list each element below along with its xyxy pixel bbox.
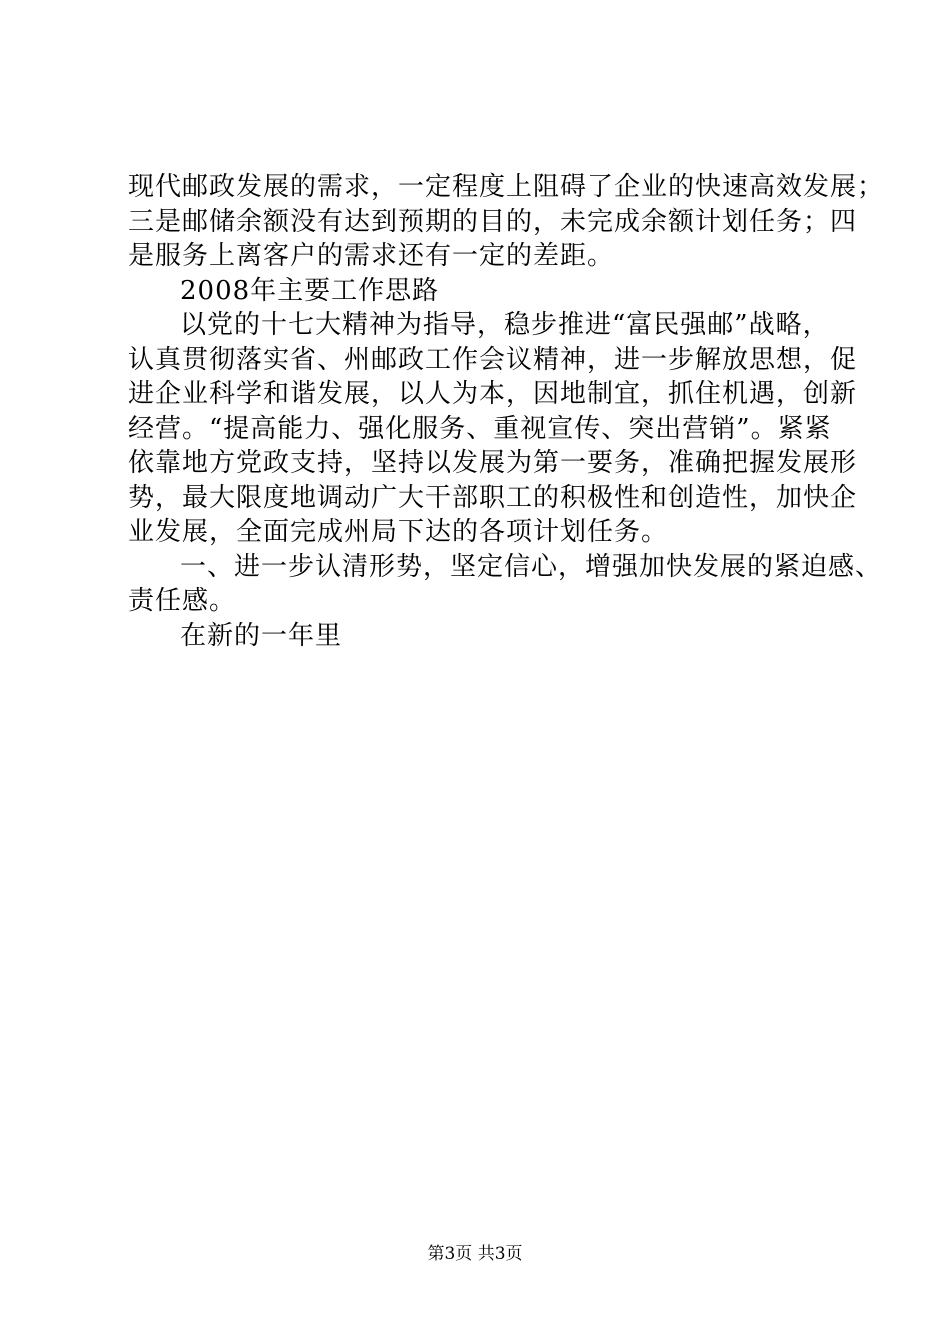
text-line: 业发展，全面完成州局下达的各项计划任务。 xyxy=(128,517,669,547)
text-line: 势，最大限度地调动广大干部职工的积极性和创造性，加快企 xyxy=(128,482,858,513)
text-line: 三是邮储余额没有达到预期的目的，未完成余额计划任务；四 xyxy=(128,206,858,237)
text-line: 责任感。 xyxy=(128,586,237,616)
text-line: 进企业科学和谐发展，以人为本，因地制宜，抓住机遇，创新 xyxy=(128,379,858,409)
section-heading: 2008年主要工作思路 xyxy=(180,275,440,306)
text-line: 以党的十七大精神为指导，稳步推进“富民强邮”战略， xyxy=(180,310,830,340)
text-line: 一、进一步认清形势，坚定信心，增强加快发展的紧迫感、 xyxy=(180,551,883,582)
text-line: 经营。“提高能力、强化服务、重视宣传、突出营销”。紧紧 xyxy=(128,413,832,444)
document-body xyxy=(128,170,885,653)
page-footer xyxy=(0,1243,950,1265)
text-line: 现代邮政发展的需求，一定程度上阻碍了企业的快速高效发展； xyxy=(128,172,885,202)
text-line: 是服务上离客户的需求还有一定的差距。 xyxy=(128,241,615,271)
text-line: 认真贯彻落实省、州邮政工作会议精神，进一步解放思想，促 xyxy=(128,344,858,375)
text-line: 在新的一年里 xyxy=(180,620,343,651)
text-line: 依靠地方党政支持，坚持以发展为第一要务，准确把握发展形 xyxy=(128,448,858,478)
page-number-label: 第3页 共3页 xyxy=(427,1244,523,1264)
